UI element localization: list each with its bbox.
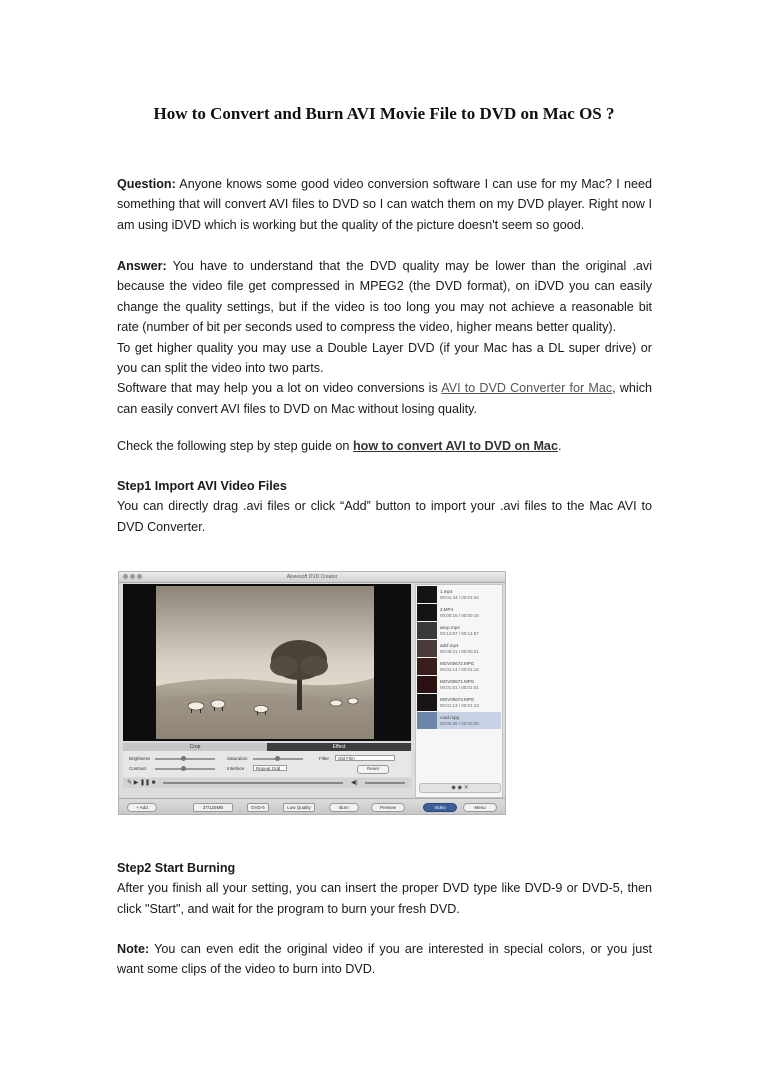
clip-list-item[interactable]: MOV00672.MPG 00:01:14 / 00:01:14 (417, 658, 501, 675)
brightness-label: Brightness (129, 756, 151, 761)
answer-label: Answer: (117, 259, 167, 273)
step2-heading: Step2 Start Burning (117, 861, 236, 875)
guide-post: . (557, 439, 562, 453)
saturation-label: Saturation (227, 756, 248, 761)
bottom-toolbar (119, 798, 505, 815)
clip-list-panel (415, 584, 503, 798)
menu-button[interactable]: Menu (463, 803, 497, 812)
playback-controls-icon[interactable]: ✎ ▶ ❚❚ ■ (127, 780, 156, 786)
volume-slider[interactable] (365, 782, 405, 784)
effect-controls (123, 751, 411, 777)
clip-list-item[interactable]: aecp.mp4 00:14:57 / 00:14:57 (417, 622, 501, 639)
seek-slider[interactable] (163, 782, 343, 784)
answer-line2: To get higher quality you may use a Double Layer DVD (if your Mac has a DL super drive) or you can split the video into two parts. (117, 340, 652, 376)
quality-select[interactable]: Low Quality (283, 803, 315, 812)
size-indicator: 37/125MB (193, 803, 233, 812)
edit-tabs (123, 743, 411, 751)
clip-list-item-selected[interactable]: road.mpg 00:00:26 / 00:00:26 (417, 712, 501, 729)
interlace-select[interactable]: Repeat Odd (253, 765, 287, 771)
saturation-knob[interactable] (275, 756, 280, 761)
answer-line3-post: , which can easily convert AVI files to DVD on Mac without losing quality. (117, 381, 652, 416)
tab-effect[interactable]: Effect (267, 743, 411, 751)
add-button[interactable]: + Add (127, 803, 157, 812)
video-button[interactable]: Video (423, 803, 457, 812)
step1-section (117, 476, 652, 537)
clip-list-item[interactable]: 2.MP4 00:00:16 / 00:00:16 (417, 604, 501, 621)
answer-line3-pre: Software that may help you a lot on video conversions is (117, 381, 442, 396)
contrast-label: Contrast (129, 766, 147, 771)
note-paragraph (117, 939, 652, 980)
note-label: Note: (117, 942, 150, 956)
question-text: Anyone knows some good video conversion software I can use for my Mac? I need something that will convert AVI files to DVD so I can watch them on my DVD player. Right now I am using iDVD which is working but the quality of the picture doesn't seem so good. (117, 177, 652, 232)
clip-list-item[interactable]: 1.mp4 00:01:44 / 00:01:44 (417, 586, 501, 603)
clip-list-item[interactable]: MOV00671.MPG 00:01:01 / 00:01:01 (417, 676, 501, 693)
disc-type-select[interactable]: DVD-5 (247, 803, 269, 812)
clip-list-item[interactable]: MOV00673.MPG 00:01:13 / 00:01:13 (417, 694, 501, 711)
filter-select[interactable]: Old Film (335, 755, 395, 761)
step1-heading: Step1 Import AVI Video Files (117, 479, 287, 493)
video-preview (123, 584, 411, 741)
guide-pre: Check the following step by step guide on (117, 439, 353, 453)
avi-to-dvd-converter-link[interactable]: AVI to DVD Converter for Mac (441, 381, 613, 396)
answer-text: You have to understand that the DVD quality may be lower than the original .avi because the video file get compressed in MPEG2 (the DVD format), on iDVD you can easily change the quality settings, but if the video is too long you may not achieve a reasonable bit rate (number of bit per seconds used to compress the video, higher means better quality). (117, 259, 652, 335)
step1-text: You can directly drag .avi files or click “Add” button to import your .avi files to the Mac AVI to DVD Converter. (117, 499, 652, 534)
video-frame-image (156, 586, 374, 739)
step2-section (117, 858, 652, 919)
how-to-convert-link[interactable]: how to convert AVI to DVD on Mac (352, 439, 558, 453)
note-text: You can even edit the original video if you are interested in special colors, or you just want some clips of the video to burn into DVD. (117, 942, 652, 977)
guide-paragraph (117, 436, 652, 456)
contrast-knob[interactable] (181, 766, 186, 771)
interlace-label: Interlace (227, 766, 245, 771)
burn-button[interactable]: Burn (329, 803, 359, 812)
filter-label: Filter (319, 756, 329, 761)
step2-text: After you finish all your setting, you can insert the proper DVD type like DVD-9 or DVD-5, then click "Start", and wait for the program to burn your fresh DVD. (117, 881, 652, 916)
volume-icon[interactable]: ◀) (351, 780, 358, 786)
playback-bar (123, 778, 411, 788)
clip-list-item[interactable]: adsf.mp4 00:00:21 / 00:00:21 (417, 640, 501, 657)
question-paragraph (117, 174, 652, 235)
app-titlebar (119, 572, 505, 583)
clip-panel-controls[interactable]: ◆ ◆ ✕ (419, 783, 501, 793)
dvd-creator-screenshot (118, 571, 506, 815)
brightness-knob[interactable] (181, 756, 186, 761)
app-window-title: Aiseesoft DVD Creator (286, 574, 338, 580)
document-title: How to Convert and Burn AVI Movie File to DVD on Mac OS ? (153, 104, 615, 123)
tab-crop[interactable]: Crop (123, 743, 267, 751)
reset-button[interactable]: Reset (357, 765, 389, 774)
question-label: Question: (117, 177, 176, 191)
preview-button[interactable]: Preview (371, 803, 405, 812)
answer-paragraph (117, 256, 652, 419)
